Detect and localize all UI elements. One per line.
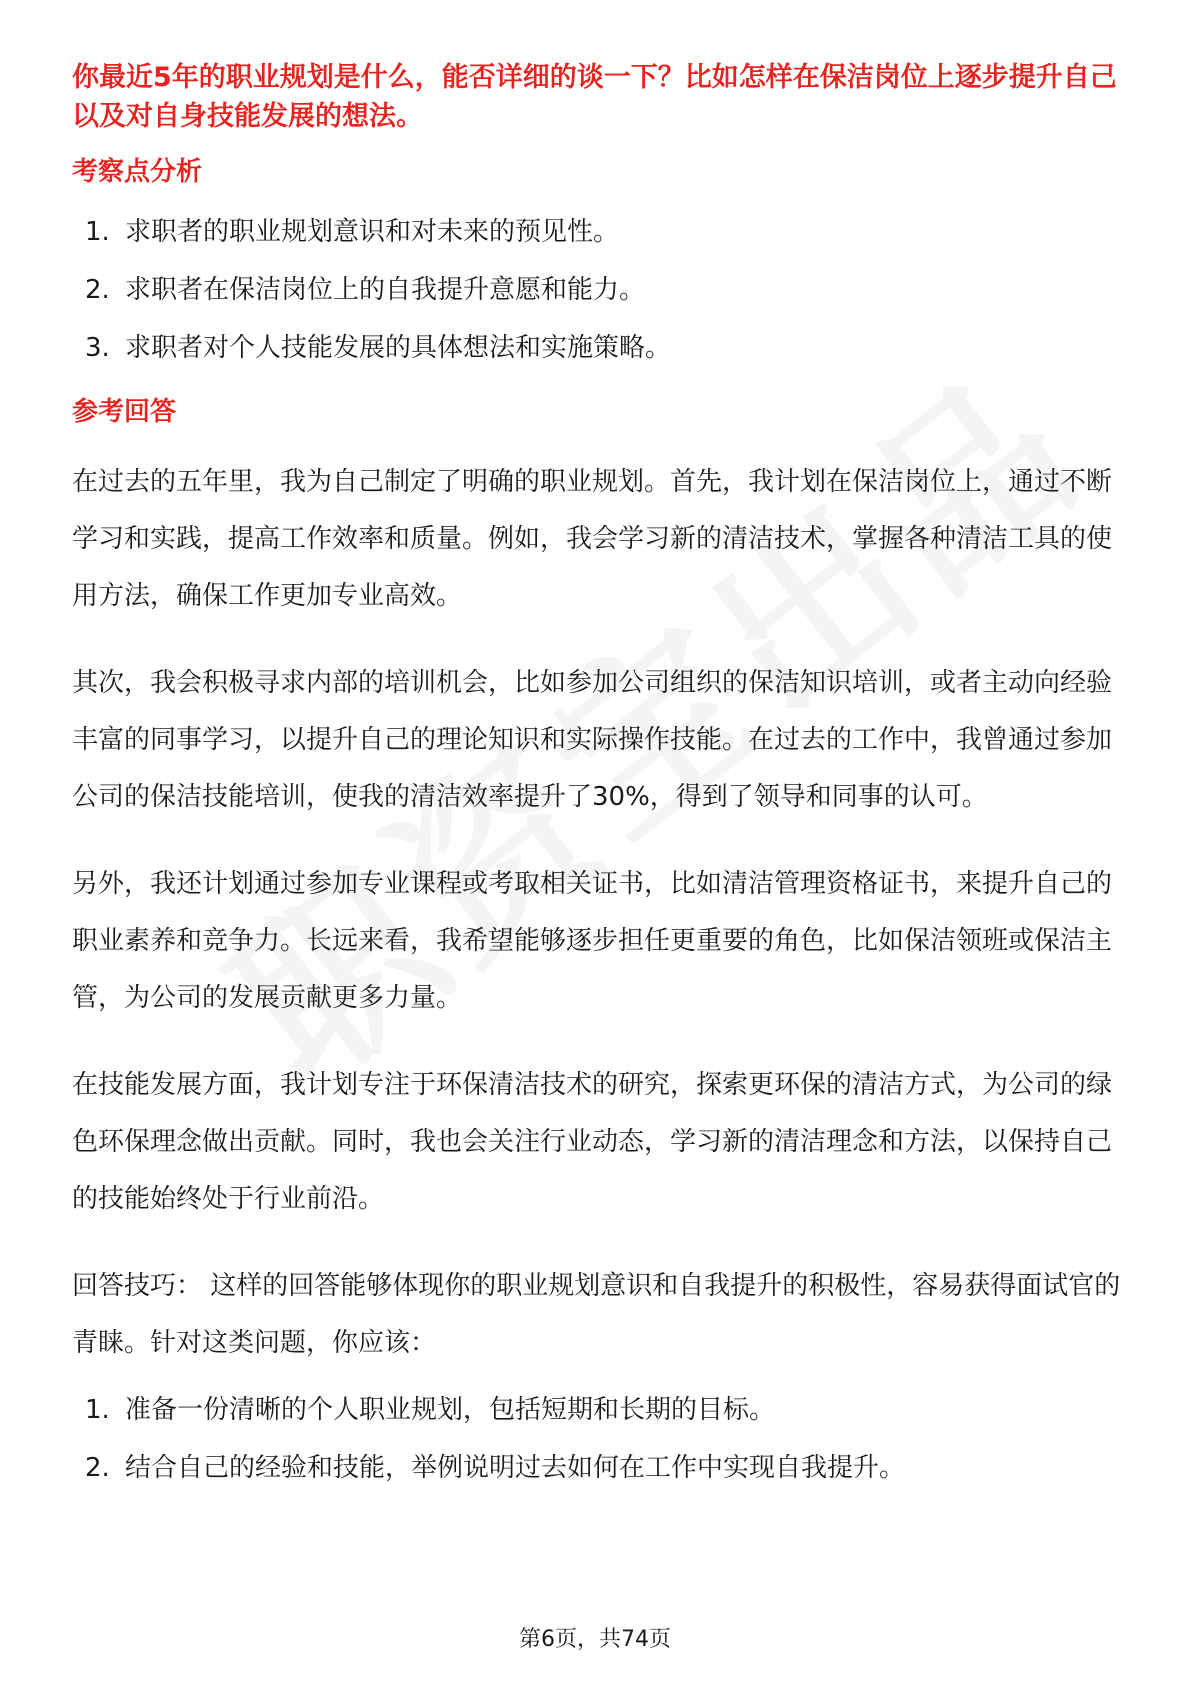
- tips-list: [72, 1392, 1122, 1486]
- list-number: 2.: [85, 275, 110, 305]
- list-number: 2.: [85, 1453, 110, 1483]
- analysis-list: [72, 214, 1122, 366]
- content: [72, 58, 1122, 1514]
- list-item-text: 准备一份清晰的个人职业规划，包括短期和长期的目标。: [125, 1395, 776, 1425]
- answer-paragraph: 其次，我会积极寻求内部的培训机会，比如参加公司组织的保洁知识培训，或者主动向经验丰富的同事学习，以提升自己的理论知识和实际操作技能。在过去的工作中，我曾通过参加公司的保洁技能培训，使我的清洁效率提升了30%，得到了领导和同事的认可。: [72, 668, 1113, 812]
- list-item: [72, 330, 1122, 366]
- list-item-text: 求职者对个人技能发展的具体想法和实施策略。: [125, 333, 672, 363]
- list-item-text: 求职者在保洁岗位上的自我提升意愿和能力。: [125, 275, 646, 305]
- list-item: [72, 214, 1122, 250]
- list-item: [72, 272, 1122, 308]
- answer-paragraph: 在过去的五年里，我为自己制定了明确的职业规划。首先，我计划在保洁岗位上，通过不断学习和实践，提高工作效率和质量。例如，我会学习新的清洁技术，掌握各种清洁工具的使用方法，确保工作更加专业高效。: [72, 467, 1113, 611]
- answer-paragraph: 另外，我还计划通过参加专业课程或考取相关证书，比如清洁管理资格证书，来提升自己的职业素养和竞争力。长远来看，我希望能够逐步担任更重要的角色，比如保洁领班或保洁主管，为公司的发展贡献更多力量。: [72, 869, 1113, 1013]
- answer-title: 参考回答: [72, 397, 177, 427]
- question-heading: 你最近5年的职业规划是什么，能否详细的谈一下？比如怎样在保洁岗位上逐步提升自己以及对自身技能发展的想法。: [72, 62, 1117, 132]
- page-footer: 第6页，共74页: [519, 1627, 671, 1652]
- analysis-title: 考察点分析: [72, 157, 203, 187]
- answer-paragraph: 在技能发展方面，我计划专注于环保清洁技术的研究，探索更环保的清洁方式，为公司的绿色环保理念做出贡献。同时，我也会关注行业动态，学习新的清洁理念和方法，以保持自己的技能始终处于行业前沿。: [72, 1070, 1113, 1214]
- list-item-text: 求职者的职业规划意识和对未来的预见性。: [125, 217, 620, 247]
- list-item-text: 结合自己的经验和技能，举例说明过去如何在工作中实现自我提升。: [125, 1453, 906, 1483]
- list-item: [72, 1392, 1122, 1428]
- tips-paragraph: 回答技巧： 这样的回答能够体现你的职业规划意识和自我提升的积极性，容易获得面试官的青睐。针对这类问题，你应该：: [72, 1271, 1121, 1358]
- list-number: 1.: [85, 217, 110, 247]
- tips-section: [72, 1258, 1122, 1486]
- list-item: [72, 1450, 1122, 1486]
- list-number: 3.: [85, 333, 110, 363]
- list-number: 1.: [85, 1395, 110, 1425]
